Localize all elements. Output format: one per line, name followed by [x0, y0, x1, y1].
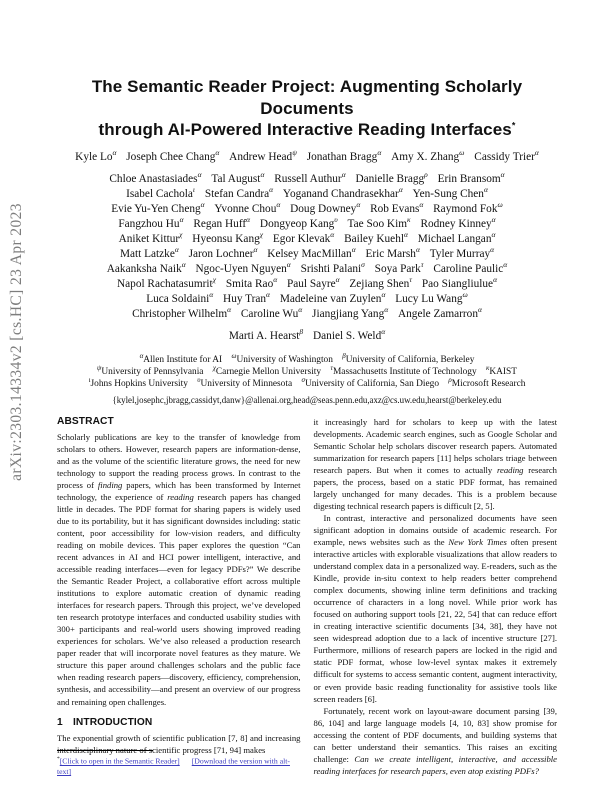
author-block — [57, 147, 557, 344]
section-heading-introduction — [57, 717, 301, 729]
two-column-body — [57, 416, 557, 777]
author-name: Danielle Bragg$^\rho$ — [355, 169, 428, 185]
author-name: Michael Langan$^\alpha$ — [417, 229, 496, 245]
author-name: Bailey Kuehl$^\alpha$ — [344, 229, 408, 245]
author-name: Jaron Lochner$^\alpha$ — [188, 244, 258, 260]
author-line — [57, 304, 557, 322]
affiliation-name: $^\iota$Johns Hopkins University — [88, 375, 188, 389]
author-name: Chloe Anastasiades$^\alpha$ — [109, 169, 202, 185]
author-name: Caroline Paulic$^\alpha$ — [433, 259, 508, 275]
author-name: Doug Downey$^\alpha$ — [290, 199, 361, 215]
section-title: INTRODUCTION — [73, 716, 153, 728]
author-name: Yvonne Chou$^\alpha$ — [214, 199, 281, 215]
author-name: Joseph Chee Chang$^\alpha$ — [126, 147, 220, 163]
body-paragraph: In contrast, interactive and personalized documents have seen significant adoption in domains outside of academic research. For example, news websites such as the New York Times often present interactive articles with explorable visualizations that allow readers to understand complex data in a personalized way. E-readers, such as the Kindle, provide in-situ context to help readers better comprehend complex documents, showing inline term definitions and tracking occurrence of characters in a long novel. While prior work has focused on authoring support tools [21, 22, 54] that can reduce effort in creating interactive scientific documents [34, 38], they have not seen widespread adoption due to a lack of incentive structure [27]. Furthermore, millions of research papers are locked in the rigid and static PDF format, whose low-level syntax makes it extremely difficult for systems to access semantic content, augment interactivity, or even provide basic reading functionality for assistive tools like screen readers [6]. — [313, 512, 557, 704]
author-name: Erin Bransom$^\alpha$ — [437, 169, 505, 185]
author-line — [57, 199, 557, 217]
author-name: Christopher Wilhelm$^\alpha$ — [132, 304, 232, 320]
author-name: Aakanksha Naik$^\alpha$ — [106, 259, 186, 275]
author-name: Amy X. Zhang$^\omega$ — [391, 147, 465, 163]
author-name: Matt Latzke$^\alpha$ — [119, 244, 179, 260]
author-name: Regan Huff$^\alpha$ — [193, 214, 251, 230]
author-name: Caroline $Wu^\alpha$ — [240, 304, 303, 320]
author-line-senior — [57, 326, 557, 344]
author-name: Napol Rachatasumrit$^\chi$ — [117, 274, 216, 290]
author-name: Srishti Palani$^\sigma$ — [300, 259, 365, 275]
title-footnote-marker: * — [511, 120, 516, 131]
author-name: Evie Yu-Yen Cheng$^\alpha$ — [111, 199, 205, 215]
author-name: Stefan Candra$^\alpha$ — [204, 184, 274, 200]
author-name: Russell Authur$^\alpha$ — [274, 169, 346, 185]
author-line — [57, 274, 557, 292]
body-paragraph: Fortunately, recent work on layout-aware document parsing [39, 86, 104] and large language models [4, 10, 83] show promise for accessing the content of PDF documents, and building systems that can better understand their semantics. This raises an exciting challenge: Can we create intelligent, interactive, and accessible reading interfaces for research papers, even atop existing PDFs? — [313, 705, 557, 776]
author-line — [57, 184, 557, 202]
author-name: Dongyeop Kang$^\upsilon$ — [259, 214, 338, 230]
affiliation-name: $^\rho$Microsoft Research — [448, 375, 526, 389]
affiliation-name: $^\kappa$KAIST — [485, 363, 517, 377]
author-name: Hyeonsu Kang$^\chi$ — [192, 229, 264, 245]
contact-email: {kylel,josephc,jbragg,cassidyt,danw}@allenai.org,head@seas.penn.edu,axz@cs.uw.edu,hearst@berkeley.edu — [112, 394, 502, 405]
author-line — [57, 259, 557, 277]
author-name: Zejiang Shen$^\tau$ — [349, 274, 412, 290]
author-name: Tyler Murray$^\alpha$ — [429, 244, 495, 260]
affiliation-line — [57, 351, 557, 366]
author-name: Soya Park$^\tau$ — [374, 259, 424, 275]
paper-title-line1: The Semantic Reader Project: Augmenting Scholarly Documents — [91, 77, 523, 118]
paper-title-line2: through AI-Powered Interactive Reading Interfaces — [98, 120, 512, 139]
author-name: Tal August$^\alpha$ — [211, 169, 265, 185]
author-name: Eric Marsh$^\alpha$ — [365, 244, 420, 260]
author-line — [57, 214, 557, 232]
affiliation-name: $^\tau$Massachusetts Institute of Technology — [330, 363, 477, 377]
author-name: Luca Soldaini$^\alpha$ — [146, 289, 214, 305]
author-name: Pao Siangliulue$^\alpha$ — [421, 274, 497, 290]
author-name: Cassidy Trier$^\alpha$ — [474, 147, 539, 163]
footnote-link-semantic-reader[interactable]: [Click to open in the Semantic Reader] — [59, 756, 180, 766]
affiliation-name: $^\sigma$University of California, San Diego — [301, 375, 440, 389]
affiliation-name: $^\upsilon$University of Minnesota — [197, 375, 293, 389]
author-name: Aniket Kittur$^\chi$ — [118, 229, 183, 245]
author-name: Raymond Fok$^\omega$ — [433, 199, 503, 215]
right-column — [314, 416, 558, 777]
author-name: Paul Sayre$^\alpha$ — [286, 274, 340, 290]
author-line-lead — [57, 147, 557, 165]
abstract-text: Scholarly publications are key to the transfer of knowledge from scholars to others. However, research papers are information-dense, and as the volume of the scientific literature grows, the need for new technology to support the reading process grows. In contrast to the process of finding papers, which has been transformed by Internet technology, the experience of reading research papers has changed little in decades. The PDF format for sharing papers is widely used due to its portability, but it has significant downsides including: static content, poor accessibility for low-vision readers, and difficulty reading on mobile devices. This paper explores the question “Can recent advances in AI and HCI power intelligent, interactive, and accessible reading interfaces—even for legacy PDFs?” We describe the Semantic Reader Project, a collaborative effort across multiple institutions to explore automatic creation of dynamic reading interfaces for research papers. Through this project, we’ve developed ten research prototype interfaces and conducted usability studies with 300+ participants and real-world users showing improved reading experiences for scholars. We’ve also released a production research paper reader that will incorporate novel features as they mature. We structure this paper around challenges scholars and the public face when reading research papers—discovery, efficiency, comprehension, synthesis, and accessibility—and present an overview of our progress and remaining open challenges. — [57, 431, 301, 707]
author-name: Jiangjiang Yang$^\alpha$ — [312, 304, 389, 320]
author-name: Angele Zamarron$^\alpha$ — [398, 304, 482, 320]
author-name: Kyle $Lo^\alpha$ — [75, 147, 117, 163]
introduction-paragraph: The exponential growth of scientific publication [7, 8] and increasing interdisciplinary nature of scientific progress [71, 94] makes — [57, 732, 301, 755]
abstract-heading: ABSTRACT — [57, 415, 114, 427]
author-name: Huy Tran$^\alpha$ — [223, 289, 270, 305]
paper-content — [57, 0, 557, 777]
affiliation-name: $^\omega$University of Washington — [231, 351, 333, 365]
footnote — [57, 750, 301, 777]
author-name: Egor Klevak$^\alpha$ — [272, 229, 335, 245]
author-name: Smita Rao$^\alpha$ — [225, 274, 278, 290]
author-name: Rob Evans$^\alpha$ — [370, 199, 424, 215]
author-name: Ngoc-Uyen Nguyen$^\alpha$ — [195, 259, 291, 275]
arxiv-watermark-text: arXiv:2303.14334v2 [cs.HC] 23 Apr 2023 — [8, 203, 26, 481]
footnote-marker: * — [57, 756, 60, 763]
affiliation-name: $^\psi$University of Pennsylvania — [97, 363, 204, 377]
paper-title — [57, 76, 557, 141]
author-name: Yoganand Chandrasekhar$^\alpha$ — [282, 184, 403, 200]
author-line — [57, 244, 557, 262]
affiliation-line — [57, 375, 557, 390]
author-name: Tae Soo Kim$^\kappa$ — [347, 214, 411, 230]
left-column — [57, 416, 301, 777]
author-name: Fangzhou $Hu^\alpha$ — [118, 214, 184, 230]
author-line — [57, 169, 557, 187]
footnote-link-alt-text[interactable]: [Download the version with alt-text] — [57, 756, 290, 776]
footnote-rule — [57, 750, 153, 751]
author-name: Daniel S. Weld$^\alpha$ — [313, 326, 386, 342]
affiliation-name: $^\chi$Carnegie Mellon University — [212, 363, 322, 377]
author-line — [57, 289, 557, 307]
author-name: Rodney Kinney$^\alpha$ — [420, 214, 496, 230]
author-name: Andrew Head$^\psi$ — [229, 147, 297, 163]
affiliation-line — [57, 363, 557, 378]
section-number: 1 — [57, 716, 63, 728]
author-name: Lucy Lu Wang$^\omega$ — [395, 289, 468, 305]
author-name: Yen-Sung Chen$^\alpha$ — [412, 184, 488, 200]
affiliation-name: $^\alpha$Allen Institute for AI — [139, 351, 223, 365]
author-name: Kelsey MacMillan$^\alpha$ — [267, 244, 356, 260]
affiliation-block — [57, 351, 557, 390]
body-paragraph: it increasingly hard for scholars to keep up with the latest developments. Academic search engines, such as Google Scholar and Semantic Scholar help scholars discover research papers. Automated summarization for research papers [11] helps scholars triage between research papers. But when it comes to actually reading research papers, the process, based on a static PDF format, has remained largely unchanged for many decades. This is a problem because digesting technical research papers is difficult [2, 5]. — [313, 416, 557, 511]
author-name: Madeleine van Zuylen$^\alpha$ — [279, 289, 386, 305]
author-line — [57, 229, 557, 247]
author-name: Marti A. Hearst$^\beta$ — [228, 326, 304, 342]
author-name: Jonathan Bragg$^\alpha$ — [306, 147, 382, 163]
author-name: Isabel Cachola$^\iota$ — [126, 184, 196, 200]
affiliation-name: $^\beta$University of California, Berkeley — [342, 351, 475, 365]
